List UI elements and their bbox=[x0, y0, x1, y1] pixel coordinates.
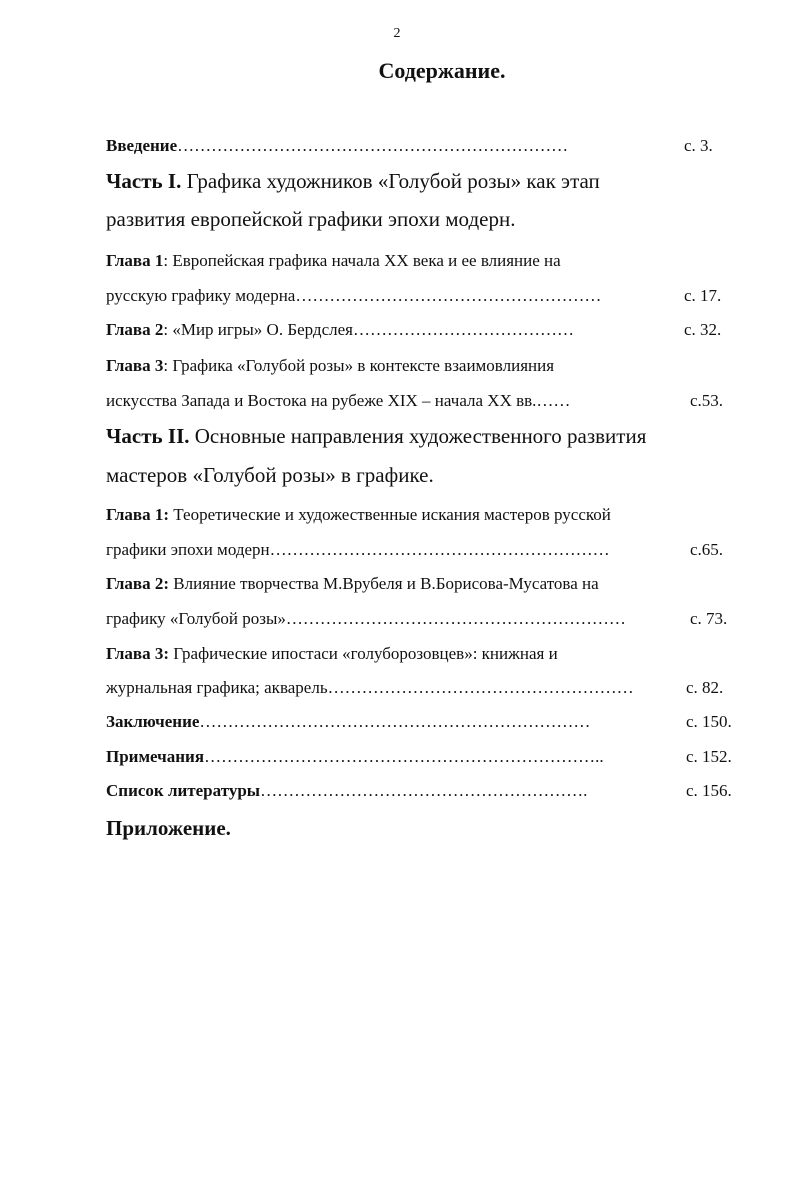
toc-p2c2-title-2: графику «Голубой розы» bbox=[106, 609, 286, 628]
toc-p2c2-title-1: Влияние творчества М.Врубеля и В.Борисова-Мусатова на bbox=[169, 574, 599, 593]
toc-p1c1-title-1: : Европейская графика начала XX века и ее влияние на bbox=[163, 251, 561, 270]
toc-part1-line1 bbox=[106, 169, 600, 194]
toc-p2c1-title-2: графики эпохи модерн bbox=[106, 540, 270, 559]
toc-literature-label: Список литературы bbox=[106, 781, 261, 800]
toc-part2-title-1: Основные направления художественного развития bbox=[189, 424, 647, 448]
toc-p2c1-line2 bbox=[106, 540, 610, 560]
toc-entry-appendix: Приложение. bbox=[106, 816, 231, 840]
toc-intro-leader: …………………………………………………………… bbox=[177, 136, 569, 155]
toc-p2c3-page: с. 82. bbox=[686, 678, 724, 697]
toc-notes-label: Примечания bbox=[106, 747, 205, 766]
toc-p1c3-page: с.53. bbox=[690, 391, 724, 410]
toc-p2c2-page: с. 73. bbox=[690, 609, 728, 628]
toc-entry-intro bbox=[106, 136, 568, 156]
toc-p1c1-page: с. 17. bbox=[684, 286, 722, 305]
toc-p1c1-leader: ……………………………………………… bbox=[295, 286, 602, 305]
toc-notes-page: с. 152. bbox=[686, 747, 732, 766]
toc-intro-label: Введение bbox=[106, 136, 178, 155]
toc-p1c2-prefix: Глава 2 bbox=[106, 320, 164, 339]
toc-p1c2-page: с. 32. bbox=[684, 320, 722, 339]
toc-p2c3-prefix: Глава 3: bbox=[106, 644, 170, 663]
toc-p1c3-leader: …… bbox=[536, 391, 571, 410]
toc-p2c2-prefix: Глава 2: bbox=[106, 574, 170, 593]
toc-p1c1-prefix: Глава 1 bbox=[106, 251, 164, 270]
toc-p2c2-leader: …………………………………………………… bbox=[285, 609, 626, 628]
toc-conclusion-label: Заключение bbox=[106, 712, 200, 731]
toc-p2c2-line2 bbox=[106, 609, 626, 629]
toc-p2c3-title-1: Графические ипостаси «голуборозовцев»: книжная и bbox=[169, 644, 558, 663]
toc-p1c3-title-1: : Графика «Голубой розы» в контексте взаимовлияния bbox=[163, 356, 555, 375]
toc-p1c2-line bbox=[106, 320, 574, 340]
toc-p2c3-leader: ……………………………………………… bbox=[327, 678, 634, 697]
toc-part2-line2: мастеров «Голубой розы» в графике. bbox=[106, 463, 434, 487]
toc-intro-page: с. 3. bbox=[684, 136, 713, 155]
toc-p1c3-title-2: искусства Запада и Востока на рубеже XIX – начала XX вв. bbox=[106, 391, 537, 410]
page-title: Содержание. bbox=[378, 58, 506, 83]
toc-notes-leader: …………………………………………………………….. bbox=[204, 747, 604, 766]
toc-p1c3-prefix: Глава 3 bbox=[106, 356, 164, 375]
toc-part2-prefix: Часть II. bbox=[106, 424, 190, 448]
toc-entry-conclusion bbox=[106, 712, 590, 732]
toc-p1c1-title-2: русскую графику модерна bbox=[106, 286, 296, 305]
toc-p2c3-line1 bbox=[106, 644, 558, 664]
toc-literature-leader: …………………………………………………. bbox=[260, 781, 588, 800]
toc-p2c1-prefix: Глава 1: bbox=[106, 505, 170, 524]
toc-p1c2-title: : «Мир игры» О. Бердслея bbox=[163, 320, 353, 339]
toc-p2c2-line1 bbox=[106, 574, 599, 594]
toc-entry-notes bbox=[106, 747, 604, 767]
toc-p2c1-title-1: Теоретические и художественные искания мастеров русской bbox=[169, 505, 611, 524]
toc-p2c3-title-2: журнальная графика; акварель bbox=[106, 678, 328, 697]
toc-part1-title-1: Графика художников «Голубой розы» как этап bbox=[181, 169, 600, 193]
toc-conclusion-page: с. 150. bbox=[686, 712, 732, 731]
toc-p1c1-line1 bbox=[106, 251, 561, 271]
toc-p2c3-line2 bbox=[106, 678, 634, 698]
toc-p2c1-leader: …………………………………………………… bbox=[269, 540, 610, 559]
page-number: 2 bbox=[393, 26, 401, 41]
toc-p1c3-line2 bbox=[106, 391, 570, 411]
toc-part1-prefix: Часть I. bbox=[106, 169, 182, 193]
toc-p2c1-page: с.65. bbox=[690, 540, 724, 559]
toc-literature-page: с. 156. bbox=[686, 781, 732, 800]
toc-p1c2-leader: ………………………………… bbox=[352, 320, 574, 339]
toc-conclusion-leader: …………………………………………………………… bbox=[199, 712, 591, 731]
toc-part1-line2: развития европейской графики эпохи модерн. bbox=[106, 207, 516, 231]
toc-p2c1-line1 bbox=[106, 505, 611, 525]
toc-p1c1-line2 bbox=[106, 286, 601, 306]
toc-p1c3-line1 bbox=[106, 356, 554, 376]
toc-entry-literature bbox=[106, 781, 587, 801]
toc-part2-line1 bbox=[106, 424, 646, 449]
